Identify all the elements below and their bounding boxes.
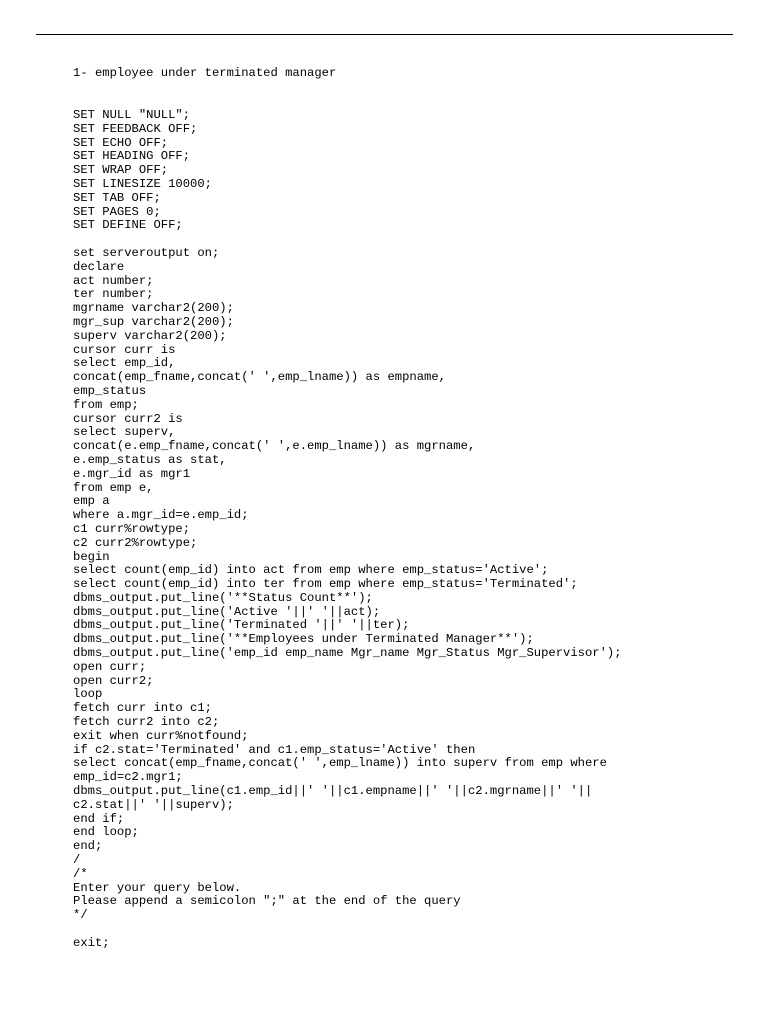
code-line: SET FEEDBACK OFF; <box>73 121 198 136</box>
code-line: cursor curr is <box>73 342 176 357</box>
code-line: begin <box>73 549 110 564</box>
code-line: act number; <box>73 273 154 288</box>
code-line: ter number; <box>73 287 154 302</box>
code-line: c1 curr%rowtype; <box>73 521 191 536</box>
code-line: emp_id=c2.mgr1; <box>73 770 183 785</box>
code-line: / <box>73 853 81 868</box>
code-line: Please append a semicolon ";" at the end of the query <box>73 894 461 909</box>
code-line: emp_status <box>73 383 147 398</box>
code-line: from emp e, <box>73 480 154 495</box>
code-line: superv varchar2(200); <box>73 328 227 343</box>
code-line: dbms_output.put_line('Active '||' '||act); <box>73 604 381 619</box>
code-line: from emp; <box>73 397 139 412</box>
code-line: where a.mgr_id=e.emp_id; <box>73 508 249 523</box>
code-line: c2.stat||' '||superv); <box>73 797 234 812</box>
document-heading: 1- employee under terminated manager <box>73 66 337 80</box>
code-line: declare <box>73 259 125 274</box>
code-line: SET ECHO OFF; <box>73 135 169 150</box>
code-line: select count(emp_id) into act from emp where emp_status='Active'; <box>73 563 549 578</box>
code-line: open curr2; <box>73 673 154 688</box>
code-line: mgr_sup varchar2(200); <box>73 314 234 329</box>
code-line: select emp_id, <box>73 356 176 371</box>
code-line: Enter your query below. <box>73 880 242 895</box>
code-line: exit when curr%notfound; <box>73 728 249 743</box>
code-line: mgrname varchar2(200); <box>73 301 234 316</box>
blank-line <box>73 233 622 247</box>
code-line: dbms_output.put_line(c1.emp_id||' '||c1.empname||' '||c2.mgrname||' '|| <box>73 784 593 799</box>
code-line: emp a <box>73 494 110 509</box>
code-line: end if; <box>73 811 125 826</box>
sql-code-block <box>73 109 622 951</box>
code-line: SET LINESIZE 10000; <box>73 176 212 191</box>
code-line: dbms_output.put_line('Terminated '||' '||ter); <box>73 618 410 633</box>
code-line: open curr; <box>73 659 147 674</box>
code-line: end loop; <box>73 825 139 840</box>
code-line: select concat(emp_fname,concat(' ',emp_lname)) into superv from emp where <box>73 756 607 771</box>
code-line: concat(emp_fname,concat(' ',emp_lname)) as empname, <box>73 370 446 385</box>
code-line: exit; <box>73 935 110 950</box>
code-line: dbms_output.put_line('**Status Count**'); <box>73 590 373 605</box>
code-line: select superv, <box>73 425 176 440</box>
code-line: concat(e.emp_fname,concat(' ',e.emp_lname)) as mgrname, <box>73 439 476 454</box>
code-line: cursor curr2 is <box>73 411 183 426</box>
blank-line <box>73 923 622 937</box>
code-line: dbms_output.put_line('**Employees under Terminated Manager**'); <box>73 632 534 647</box>
code-line: SET WRAP OFF; <box>73 163 169 178</box>
code-line: SET TAB OFF; <box>73 190 161 205</box>
code-line: SET HEADING OFF; <box>73 149 191 164</box>
code-line: fetch curr2 into c2; <box>73 715 220 730</box>
code-line: loop <box>73 687 103 702</box>
code-line: SET DEFINE OFF; <box>73 218 183 233</box>
code-line: */ <box>73 908 88 923</box>
code-line: select count(emp_id) into ter from emp where emp_status='Terminated'; <box>73 577 578 592</box>
code-line: if c2.stat='Terminated' and c1.emp_status='Active' then <box>73 742 476 757</box>
code-line: e.emp_status as stat, <box>73 452 227 467</box>
code-line: set serveroutput on; <box>73 245 220 260</box>
code-line: SET NULL "NULL"; <box>73 108 191 122</box>
code-line: dbms_output.put_line('emp_id emp_name Mgr_name Mgr_Status Mgr_Supervisor'); <box>73 646 622 661</box>
code-line: SET PAGES 0; <box>73 204 161 219</box>
top-divider <box>36 34 733 35</box>
code-line: end; <box>73 839 103 854</box>
code-line: c2 curr2%rowtype; <box>73 535 198 550</box>
code-line: e.mgr_id as mgr1 <box>73 466 191 481</box>
code-line: /* <box>73 866 88 881</box>
code-line: fetch curr into c1; <box>73 701 212 716</box>
